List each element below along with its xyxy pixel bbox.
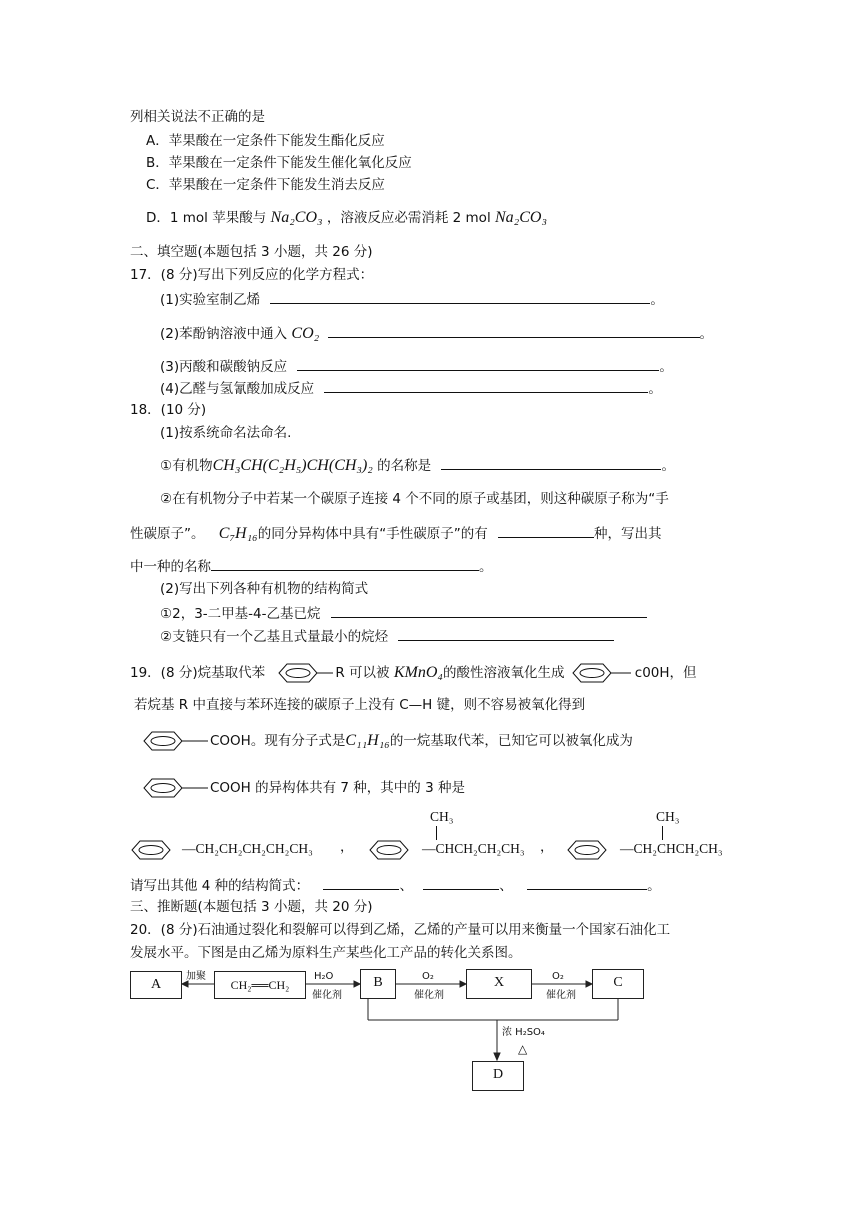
q19-text-3a: COOH。现有分子式是 bbox=[210, 733, 346, 749]
label-catalyst: 催化剂 bbox=[312, 990, 342, 1001]
q17-4-text: (4)乙醛与氢氰酸加成反应 bbox=[160, 381, 315, 397]
flow-node-ethylene: CH₂══CH₂ bbox=[214, 971, 306, 999]
formula-na2co3: Na₂CO₃ bbox=[270, 209, 323, 226]
structure-2-methyl: CH₃ bbox=[430, 809, 454, 824]
label-catalyst: 催化剂 bbox=[546, 990, 576, 1001]
section-3-heading: 三、推断题(本题包括 3 小题，共 20 分) bbox=[130, 899, 373, 915]
q20-line2: 发展水平。下图是由乙烯为原料生产某些化工产品的转化关系图。 bbox=[130, 945, 522, 961]
formula-c11h16: C₁₁H₁₆ bbox=[345, 732, 390, 749]
flow-node-c: C bbox=[592, 969, 644, 999]
period: 。 bbox=[479, 559, 493, 575]
q17-3-text: (3)丙酸和碳酸钠反应 bbox=[160, 359, 288, 375]
comma-1: ， bbox=[340, 839, 354, 855]
structure-2-chain: —CHCH₂CH₂CH₃ bbox=[422, 841, 525, 857]
period: 。 bbox=[647, 878, 661, 894]
comma-2: ， bbox=[540, 839, 554, 855]
period: 。 bbox=[648, 381, 662, 397]
q19-text-4: COOH 的异构体共有 7 种，其中的 3 种是 bbox=[210, 780, 465, 796]
formula-co2: CO₂ bbox=[291, 325, 320, 342]
label-polymerization: 加聚 bbox=[186, 971, 206, 982]
q18-2b-text: ②支链只有一个乙基且式量最小的烷烃 bbox=[160, 629, 389, 645]
period: 。 bbox=[659, 359, 673, 375]
formula-na2co3-2: Na₂CO₃ bbox=[495, 209, 548, 226]
q18-1b-text-a: 性碳原子”。 bbox=[130, 526, 205, 542]
structure-3-methyl: CH₃ bbox=[656, 809, 680, 824]
formula-c7h16: C₇H₁₆ bbox=[218, 525, 258, 542]
structure-1-chain: —CH₂CH₂CH₂CH₂CH₃ bbox=[182, 841, 313, 857]
label-o2: O₂ bbox=[552, 971, 564, 982]
q18-1b-line1: ②在有机物分子中若某一个碳原子连接 4 个不同的原子或基团，则这种碳原子称为“手 bbox=[160, 491, 669, 507]
option-d-text-a: D．1 mol 苹果酸与 bbox=[146, 210, 267, 226]
q19-ask-text: 请写出其他 4 种的结构简式： bbox=[130, 878, 310, 894]
q19-text-d: c00H，但 bbox=[634, 665, 697, 681]
q18-title: 18．(10 分) bbox=[130, 402, 207, 418]
q18-2: (2)写出下列各种有机物的结构简式 bbox=[160, 581, 369, 597]
q18-1a-post: 的名称是 bbox=[377, 458, 432, 474]
structure-3-chain: —CH₂CHCH₂CH₃ bbox=[620, 841, 723, 857]
flow-node-x: X bbox=[466, 969, 532, 999]
q19-text-a: 19．(8 分)烷基取代苯 bbox=[130, 665, 266, 681]
q18-2a-text: ①2，3-二甲基-4-乙基已烷 bbox=[160, 606, 321, 622]
q17-1-text: (1)实验室制乙烯 bbox=[160, 292, 261, 308]
formula-organic: CH₃CH(C₂H₅)CH(CH₃)₂ bbox=[212, 457, 373, 474]
q18-1b-text-3: 中一种的名称 bbox=[130, 559, 211, 575]
flow-node-d: D bbox=[472, 1061, 524, 1091]
intro-text: 列相关说法不正确的是 bbox=[130, 109, 265, 125]
q20-line1: 20．(8 分)石油通过裂化和裂解可以得到乙烯，乙烯的产量可以用来衡量一个国家石油化工 bbox=[130, 922, 671, 938]
q19-text-c: 的酸性溶液氧化生成 bbox=[442, 665, 565, 681]
period: 。 bbox=[650, 292, 664, 308]
option-b: B．苹果酸在一定条件下能发生催化氧化反应 bbox=[146, 155, 412, 171]
q19-line2: 若烷基 R 中直接与苯环连接的碳原子上没有 C—H 键，则不容易被氧化得到 bbox=[134, 697, 586, 713]
label-catalyst: 催化剂 bbox=[414, 990, 444, 1001]
separator: 、 bbox=[399, 878, 413, 894]
option-a: A．苹果酸在一定条件下能发生酯化反应 bbox=[146, 133, 385, 149]
label-o2: O₂ bbox=[422, 971, 434, 982]
q18-1a-pre: ①有机物 bbox=[160, 458, 213, 474]
period: 。 bbox=[661, 458, 675, 474]
formula-kmno4: KMnO₄ bbox=[393, 664, 443, 681]
q19-text-3b: 的一烷基取代苯，已知它可以被氧化成为 bbox=[389, 733, 633, 749]
label-h2o: H₂O bbox=[314, 971, 334, 982]
q18-1: (1)按系统命名法命名. bbox=[160, 425, 292, 441]
label-heat: △ bbox=[518, 1042, 528, 1056]
option-d-text-b: ，溶液反应必需消耗 2 mol bbox=[326, 210, 491, 226]
flow-node-a: A bbox=[130, 971, 182, 999]
q17-2-text: (2)苯酚钠溶液中通入 bbox=[160, 326, 288, 342]
q17-title: 17．(8 分)写出下列反应的化学方程式： bbox=[130, 267, 374, 283]
q18-1b-text-c: 种，写出其 bbox=[594, 526, 662, 542]
separator: 、 bbox=[499, 878, 513, 894]
section-2-heading: 二、填空题(本题包括 3 小题，共 26 分) bbox=[130, 244, 373, 260]
q18-1b-text-b: 的同分异构体中具有“手性碳原子”的有 bbox=[257, 526, 488, 542]
period: 。 bbox=[699, 326, 714, 342]
label-h2so4: 浓 H₂SO₄ bbox=[502, 1027, 545, 1038]
option-c: C．苹果酸在一定条件下能发生消去反应 bbox=[146, 177, 385, 193]
flow-node-b: B bbox=[360, 969, 396, 999]
q19-text-b: R 可以被 bbox=[335, 665, 390, 681]
